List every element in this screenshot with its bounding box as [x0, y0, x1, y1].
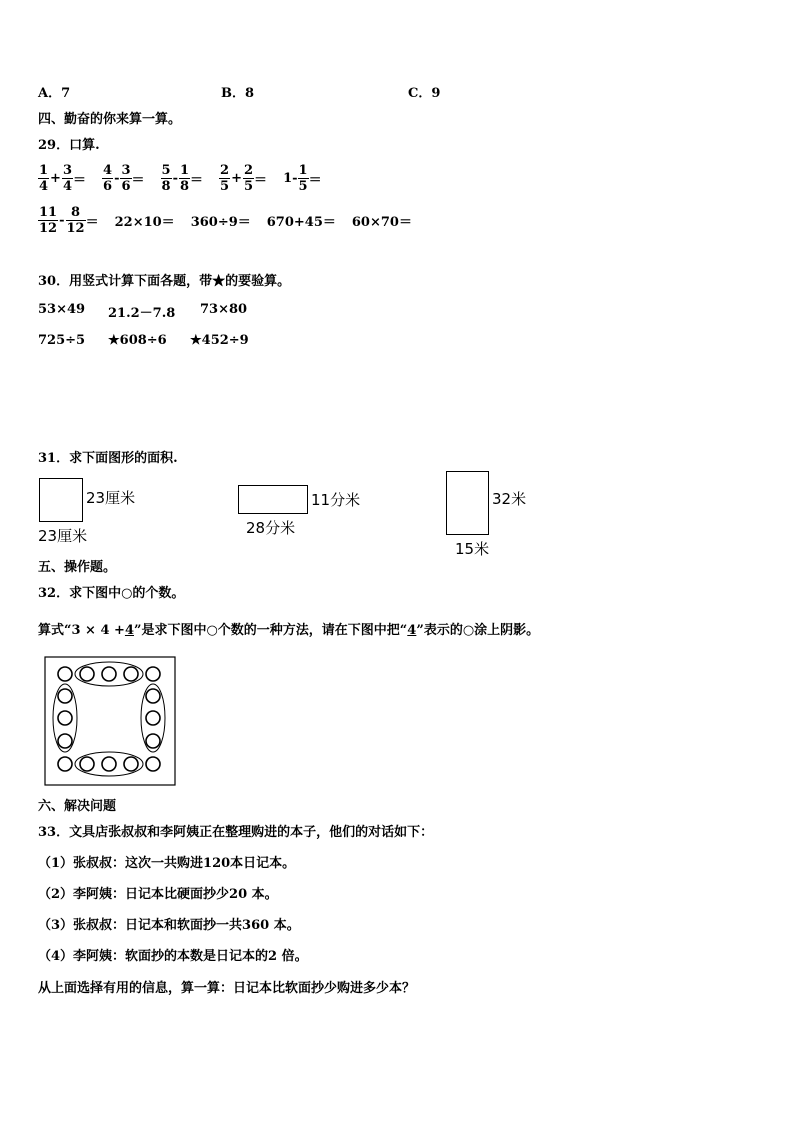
fraction: $\frac{1}{4}$: [39, 163, 49, 194]
q30-item: ★452÷9: [190, 333, 249, 348]
choice-b: B．8: [221, 86, 255, 101]
fraction: $\frac{4}{6}$: [103, 163, 113, 194]
fraction: $\frac{1}{5}$: [298, 163, 308, 194]
q33-title: 33．文具店张叔叔和李阿姨正在整理购进的本子，他们的对话如下：: [38, 825, 434, 840]
section-4-heading: 四、勤奋的你来算一算。: [38, 112, 182, 127]
q30-item: 73×80: [200, 302, 248, 317]
q32-title: 32．求下图中○的个数。: [38, 586, 185, 601]
fraction: $\frac{3}{4}$: [62, 163, 72, 194]
fraction: $\frac{8}{12}$: [66, 205, 85, 236]
q30-item: 21.2－7.8: [108, 306, 176, 321]
fraction: $\frac{11}{12}$: [39, 205, 58, 236]
q33-question: 从上面选择有用的信息，算一算：日记本比软面抄少购进多少本？: [38, 981, 416, 996]
q33-line: （3）张叔叔：日记本和软面抄一共360 本。: [38, 918, 300, 933]
q30-item: 725÷5: [38, 333, 86, 348]
q29-title: 29．口算.: [38, 138, 100, 153]
fraction: $\frac{3}{6}$: [121, 163, 131, 194]
square-shape: [39, 478, 83, 522]
square-bottom-label: 23厘米: [38, 527, 88, 545]
circle-arrangement-figure: [44, 656, 176, 786]
q30-item: 53×49: [38, 302, 86, 317]
square-side-label: 23厘米: [86, 489, 136, 507]
fraction: $\frac{1}{8}$: [179, 163, 190, 194]
rectangle-length-label: 28分米: [246, 519, 296, 537]
q30-item: ★608÷6: [108, 333, 167, 348]
fraction: $\frac{5}{8}$: [161, 163, 171, 194]
q29-row2: $\frac{11}{12}$ - $\frac{8}{12}$ ＝ 22×10＝ 360÷9＝ 670+45＝ 60×70＝: [39, 205, 412, 236]
section-5-heading: 五、操作题。: [38, 560, 117, 575]
fraction: $\frac{2}{5}$: [244, 163, 254, 194]
q33-line: （2）李阿姨：日记本比硬面抄少20 本。: [38, 887, 278, 902]
q33-line: （4）李阿姨：软面抄的本数是日记本的2 倍。: [38, 949, 308, 964]
choice-c: C．9: [408, 86, 441, 101]
q31-title: 31．求下面图形的面积.: [38, 451, 178, 466]
q32-description: 算式“3 × 4 +4”是求下图中○个数的一种方法，请在下图中把“4”表示的○涂上阴影。: [38, 623, 540, 638]
tall-rectangle-width-label: 15米: [455, 540, 490, 558]
q30-title: 30．用竖式计算下面各题，带★的要验算。: [38, 274, 291, 289]
rectangle-width-label: 11分米: [311, 491, 361, 509]
q29-row1: $\frac{1}{4}$ + $\frac{3}{4}$ ＝ $\frac{4}{6}$ - $\frac{3}{6}$ ＝ $\frac{5}{8}$ - $\frac{1}{8}$ ＝ $\frac{2}{5}$ + $\frac{2}{5}$ ＝ 1- $\frac{1}{5}$ ＝: [39, 163, 322, 194]
rectangle-shape: [238, 485, 308, 514]
q33-line: （1）张叔叔：这次一共购进120本日记本。: [38, 856, 296, 871]
tall-rectangle-shape: [446, 471, 489, 535]
fraction: $\frac{2}{5}$: [220, 163, 230, 194]
tall-rectangle-height-label: 32米: [492, 490, 527, 508]
section-6-heading: 六、解决问题: [38, 799, 117, 814]
choice-a: A．7: [38, 86, 71, 101]
